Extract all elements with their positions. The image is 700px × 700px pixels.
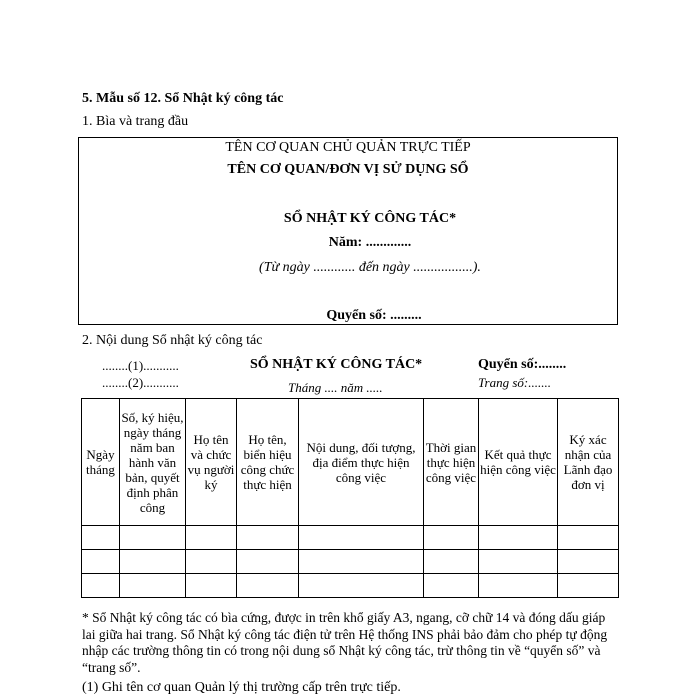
column-header-confirmation: Ký xác nhận của Lãnh đạo đơn vị xyxy=(558,399,619,526)
cover-book-title: SỔ NHẬT KÝ CÔNG TÁC* xyxy=(283,211,457,226)
cover-parent-agency: TÊN CƠ QUAN CHỦ QUẢN TRỰC TIẾP xyxy=(225,140,471,155)
column-header-signer: Họ tên và chức vụ người ký xyxy=(186,399,237,526)
table-cell xyxy=(237,526,299,550)
table-cell xyxy=(186,526,237,550)
section-title: 5. Mẫu số 12. Sổ Nhật ký công tác xyxy=(82,91,284,106)
content-title: SỔ NHẬT KÝ CÔNG TÁC* xyxy=(250,357,423,372)
content-page: Trang số:....... xyxy=(478,375,551,390)
table-cell xyxy=(479,574,558,598)
table-cell xyxy=(82,574,120,598)
table-cell xyxy=(479,550,558,574)
column-header-date: Ngày tháng xyxy=(82,399,120,526)
table-cell xyxy=(558,526,619,550)
cover-box xyxy=(78,137,618,325)
table-row xyxy=(82,574,619,598)
column-header-officer: Họ tên, biển hiệu công chức thực hiện xyxy=(237,399,299,526)
work-log-table xyxy=(81,398,619,598)
table-header-row xyxy=(82,399,619,526)
cover-agency: TÊN CƠ QUAN/ĐƠN VỊ SỬ DỤNG SỔ xyxy=(227,162,469,177)
footnote-star: * Sổ Nhật ký công tác có bìa cứng, được in trên khổ giấy A3, ngang, cỡ chữ 14 và đóng dấu giáp lai giữa hai trang. Sổ Nhật ký công tác điện tử trên Hệ thống INS phải bảo đảm cho phép tự động nhập các trường thông tin có trong nội dung sổ Nhật ký công tác, trừ thông tin về “quyển số” và “trang số”. xyxy=(82,610,608,675)
table-cell xyxy=(120,574,186,598)
table-cell xyxy=(424,574,479,598)
table-cell xyxy=(558,550,619,574)
table-cell xyxy=(120,550,186,574)
table-cell xyxy=(299,550,424,574)
column-header-document: Số, ký hiệu, ngày tháng năm ban hành văn bản, quyết định phân công xyxy=(120,399,186,526)
table-row xyxy=(82,526,619,550)
cover-year: Năm: ............. xyxy=(328,235,412,250)
table-cell xyxy=(424,550,479,574)
table-cell xyxy=(237,550,299,574)
content-ref1: ........(1)........... xyxy=(102,358,179,373)
table-row xyxy=(82,550,619,574)
part2-title: 2. Nội dung Sổ nhật ký công tác xyxy=(82,333,263,348)
table-cell xyxy=(186,550,237,574)
table-cell xyxy=(424,526,479,550)
table-cell xyxy=(237,574,299,598)
table-cell xyxy=(120,526,186,550)
content-month: Tháng .... năm ..... xyxy=(288,380,383,395)
cover-volume: Quyển số: ......... xyxy=(326,308,422,323)
content-volume: Quyển số:........ xyxy=(478,357,567,372)
table-cell xyxy=(82,526,120,550)
part1-title: 1. Bìa và trang đầu xyxy=(82,114,189,129)
footnote-1: (1) Ghi tên cơ quan Quản lý thị trường cấp trên trực tiếp. xyxy=(82,680,401,695)
column-header-time: Thời gian thực hiện công việc xyxy=(424,399,479,526)
table-cell xyxy=(82,550,120,574)
content-ref2: ........(2)........... xyxy=(102,375,179,390)
cover-date-range: (Từ ngày ............ đến ngày .................). xyxy=(259,260,481,275)
table-cell xyxy=(479,526,558,550)
column-header-content: Nội dung, đối tượng, địa điểm thực hiện công việc xyxy=(299,399,424,526)
table-cell xyxy=(558,574,619,598)
column-header-result: Kết quả thực hiện công việc xyxy=(479,399,558,526)
table-cell xyxy=(186,574,237,598)
table-cell xyxy=(299,526,424,550)
table-cell xyxy=(299,574,424,598)
